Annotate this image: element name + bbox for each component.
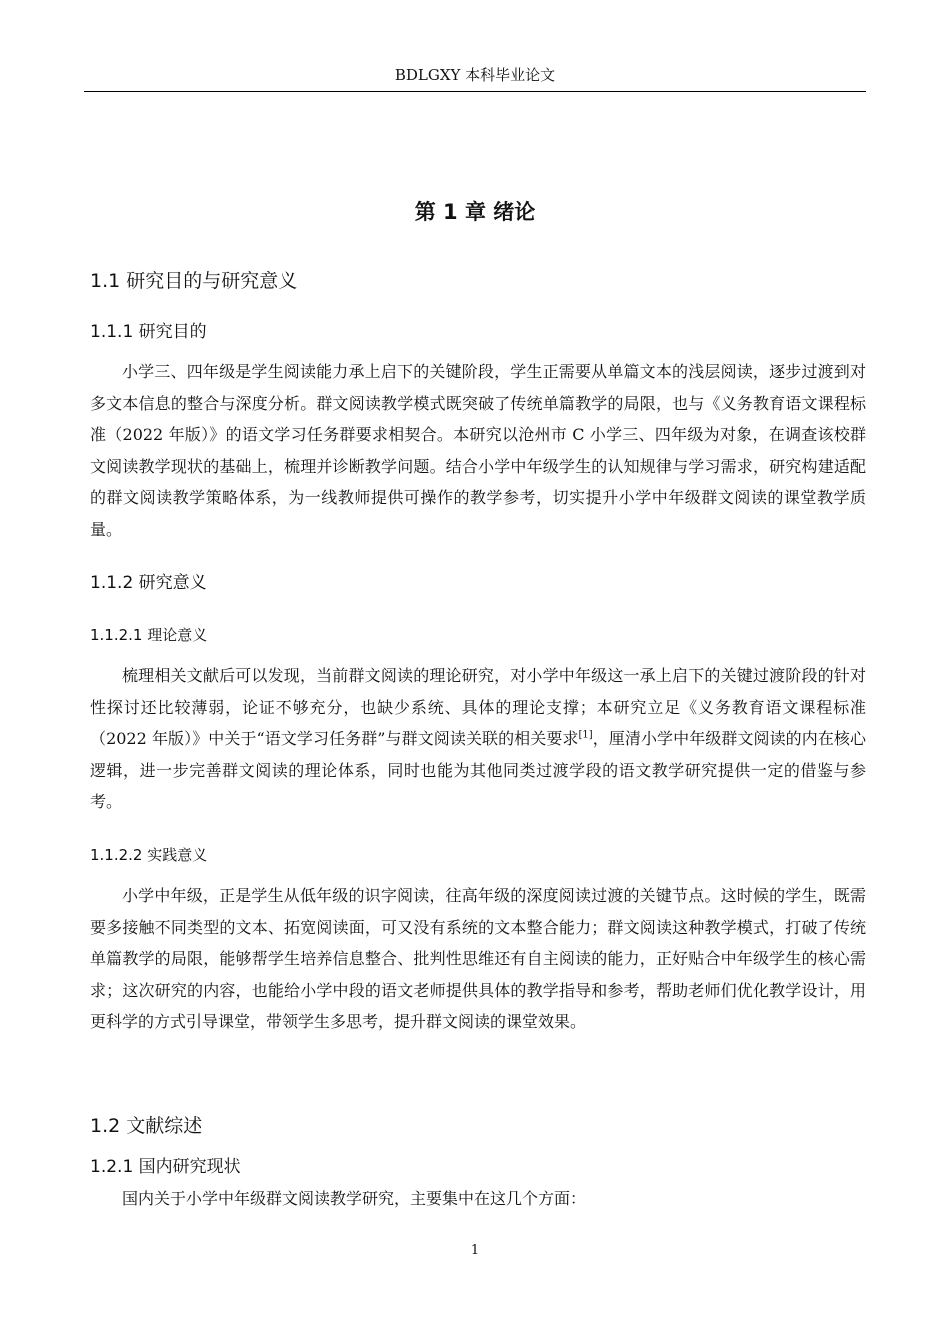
paragraph-research-purpose: 小学三、四年级是学生阅读能力承上启下的关键阶段，学生正需要从单篇文本的浅层阅读，逐步过渡到对多文本信息的整合与深度分析。群文阅读教学模式既突破了传统单篇教学的局限，也与《义务教育语文课程标准（2022 年版）》的语文学习任务群要求相契合。本研究以沧州市 C 小学三、四年级为对象，在调查该校群文阅读教学现状的基础上，梳理并诊断教学问题。结合小学中年级学生的认知规律与学习需求，研究构建适配的群文阅读教学策略体系，为一线教师提供可操作的教学参考，切实提升小学中年级群文阅读的课堂教学质量。: [90, 362, 866, 539]
header-divider: [84, 91, 866, 92]
section-heading-1-1-2-1: 1.1.2.1 理论意义: [90, 626, 208, 644]
section-heading-1-1: 1.1 研究目的与研究意义: [90, 270, 298, 292]
paragraph-domestic-status: 国内关于小学中年级群文阅读教学研究，主要集中在这几个方面：: [122, 1189, 587, 1208]
section-heading-1-1-2: 1.1.2 研究意义: [90, 573, 207, 593]
page-header: BDLGXY 本科毕业论文: [394, 66, 556, 84]
section-heading-1-1-2-2: 1.1.2.2 实践意义: [90, 846, 208, 864]
paragraph-text-after-ref: ，厘清小学中年级群文阅读的内在核心逻辑，进一步完善群文阅读的理论体系，同时也能为其他同类过渡学段的语文教学研究提供一定的借鉴与参考。: [90, 729, 866, 811]
paragraph-theoretical-significance: [90, 660, 866, 818]
section-heading-1-1-1: 1.1.1 研究目的: [90, 322, 207, 342]
chapter-title: 第 1 章 绪论: [414, 200, 536, 224]
paragraph-text-before-ref: 梳理相关文献后可以发现，当前群文阅读的理论研究，对小学中年级这一承上启下的关键过渡阶段的针对性探讨还比较薄弱，论证不够充分，也缺少系统、具体的理论支撑；本研究立足《义务教育语文课程标准（2022 年版）》中关于“语文学习任务群”与群文阅读关联的相关要求: [90, 666, 866, 748]
section-heading-1-2-1: 1.2.1 国内研究现状: [90, 1157, 241, 1177]
citation-ref: [1]: [578, 729, 593, 741]
paragraph-practical-significance: 小学中年级，正是学生从低年级的识字阅读，往高年级的深度阅读过渡的关键节点。这时候的学生，既需要多接触不同类型的文本、拓宽阅读面，可又没有系统的文本整合能力；群文阅读这种教学模式，打破了传统单篇教学的局限，能够帮学生培养信息整合、批判性思维还有自主阅读的能力，正好贴合中年级学生的核心需求；这次研究的内容，也能给小学中段的语文老师提供具体的教学指导和参考，帮助老师们优化教学设计，用更科学的方式引导课堂，带领学生多思考，提升群文阅读的课堂效果。: [90, 886, 866, 1031]
page-number: 1: [470, 1243, 480, 1258]
section-heading-1-2: 1.2 文献综述: [90, 1115, 203, 1137]
